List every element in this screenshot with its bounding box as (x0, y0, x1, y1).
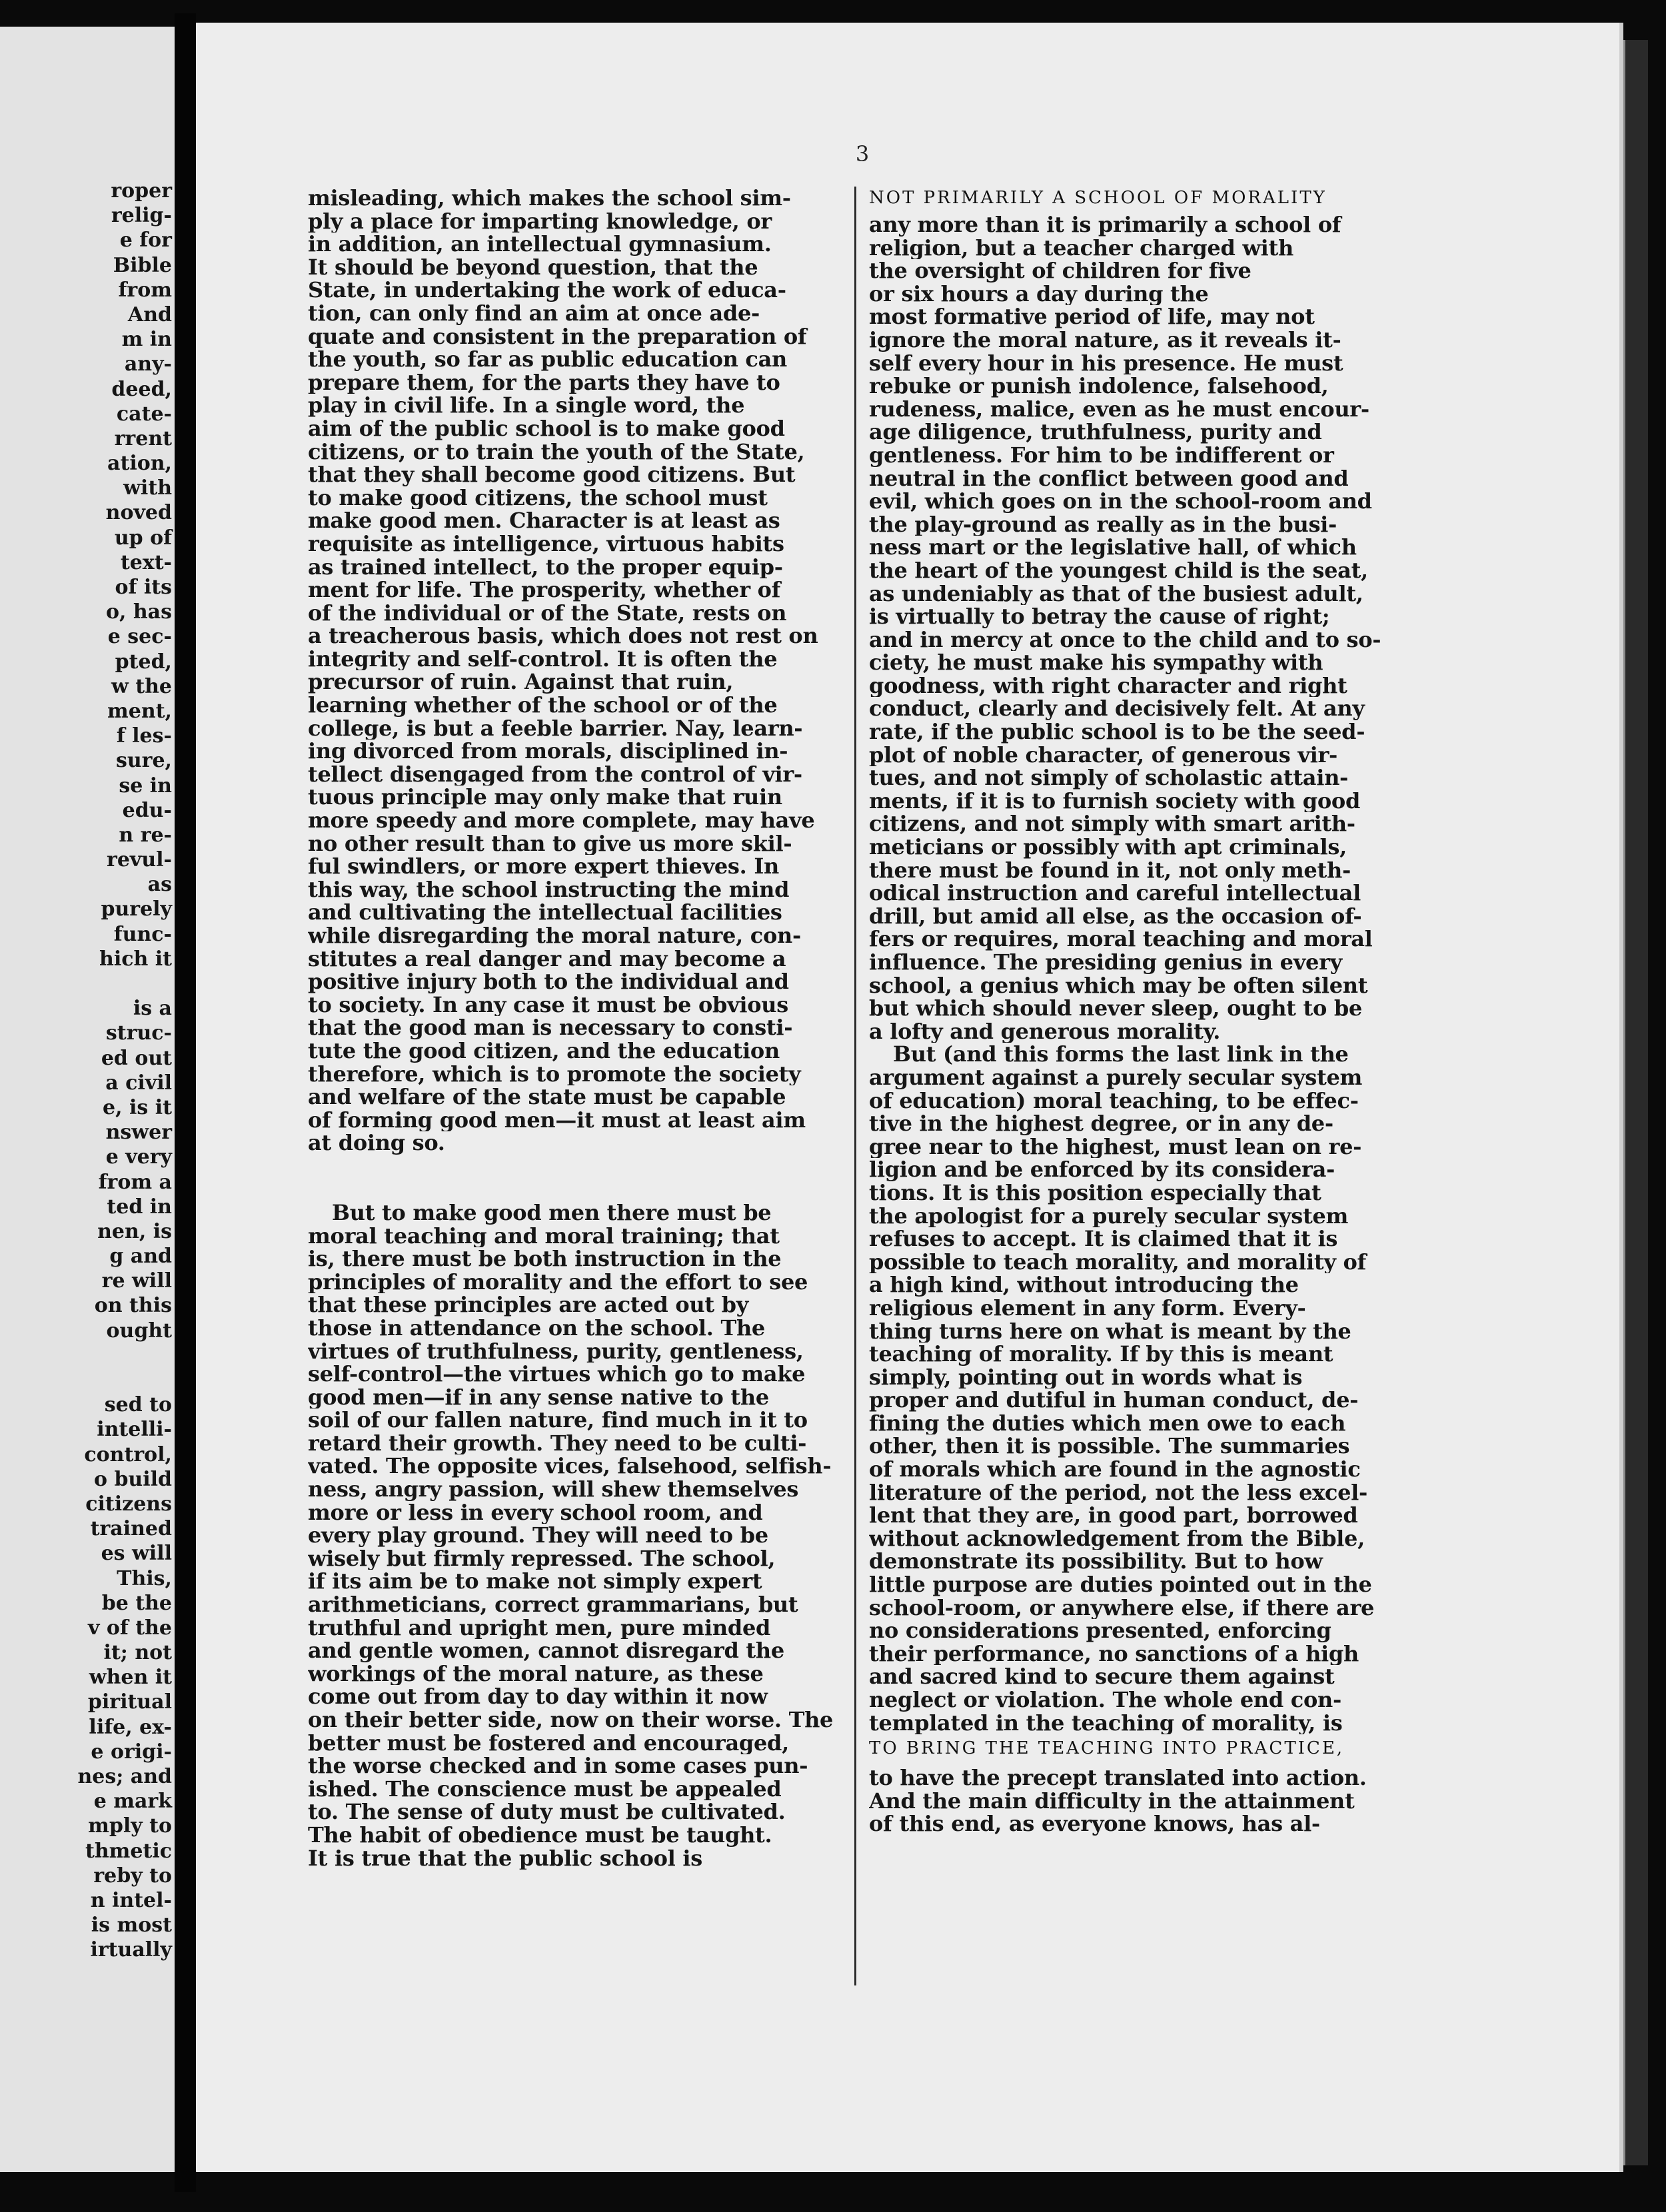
facing-page-line-fragment: intelli- (97, 1418, 172, 1442)
facing-page-line-fragment: And (127, 302, 172, 326)
text-line: to society. In any case it must be obvious (308, 993, 788, 1017)
text-line: wisely but firmly repressed. The school, (308, 1546, 776, 1570)
text-line: arithmeticians, correct grammarians, but (308, 1593, 798, 1616)
text-line: no considerations presented, enforcing (869, 1619, 1331, 1642)
text-line: soil of our fallen nature, find much in it to (308, 1408, 808, 1432)
facing-page-line-fragment: g and (109, 1245, 172, 1269)
text-line: ciety, he must make his sympathy with (869, 651, 1323, 674)
facing-page-line-fragment: nes; and (77, 1765, 172, 1788)
text-line: a lofty and generous morality. (869, 1019, 1221, 1043)
facing-page-line-fragment: e very (105, 1145, 172, 1169)
text-line: citizens, and not simply with smart arith- (869, 812, 1355, 836)
text-line: at doing so. (308, 1131, 445, 1155)
text-line: prepare them, for the parts they have to (308, 370, 780, 394)
text-line: teaching of morality. If by this is meant (869, 1343, 1333, 1366)
text-line: It should be beyond question, that the (308, 255, 758, 279)
facing-page-line-fragment: trained (90, 1517, 172, 1541)
facing-page-line-fragment: ted in (107, 1195, 172, 1219)
text-line: learning whether of the school or of the (308, 694, 778, 717)
facing-page-line-fragment: is most (91, 1914, 172, 1937)
text-line: little purpose are duties pointed out in the (869, 1573, 1372, 1596)
facing-page-line-fragment: v of the (88, 1616, 172, 1640)
text-line: the worse checked and in some cases pun- (308, 1754, 808, 1778)
text-line: meticians or possibly with apt criminals, (869, 835, 1347, 859)
facing-page-line-fragment: ed out (101, 1046, 172, 1070)
text-line: in addition, an intellectual gymnasium. (308, 233, 772, 256)
right-paragraph-3 (869, 1766, 1415, 1836)
text-line: possible to teach morality, and morality of (869, 1250, 1367, 1274)
text-line: integrity and self-control. It is often the (308, 647, 778, 671)
text-line: demonstrate its possibility. But to how (869, 1550, 1323, 1574)
facing-page-line-fragment: struc- (105, 1021, 172, 1045)
text-line: argument against a purely secular system (869, 1065, 1363, 1089)
facing-page-line-fragment: ought (106, 1319, 172, 1343)
facing-page-line-fragment: w the (111, 674, 172, 698)
text-line: that the good man is necessary to consti- (308, 1016, 793, 1039)
facing-page-line-fragment: pted, (115, 650, 172, 674)
facing-page-line-fragment: when it (89, 1666, 172, 1690)
facing-page-line-fragment: Bible (113, 253, 172, 277)
text-line: tellect disengaged from the control of vir- (308, 762, 802, 786)
text-line: citizens, or to train the youth of the State, (308, 440, 805, 464)
text-line: or six hours a day during the (869, 282, 1209, 306)
facing-page-line-fragment: sed to (104, 1393, 172, 1417)
facing-page-line-fragment: e sec- (107, 625, 172, 649)
text-line: of morals which are found in the agnostic (869, 1458, 1361, 1481)
text-line: and in mercy at once to the child and to so- (869, 628, 1381, 652)
text-line: gentleness. For him to be indifferent or (869, 443, 1334, 467)
facing-page-line-fragment: up of (114, 526, 172, 550)
text-line: State, in undertaking the work of educa- (308, 278, 786, 302)
text-line: ply a place for imparting knowledge, or (308, 209, 772, 233)
text-line: and gentle women, cannot disregard the (308, 1639, 784, 1662)
facing-page-line-fragment: f les- (116, 724, 172, 748)
text-line: and welfare of the state must be capable (308, 1085, 786, 1109)
facing-page-line-fragment (0, 1343, 172, 1368)
text-line: as trained intellect, to the proper equip- (308, 555, 783, 579)
text-line: influence. The presiding genius in every (869, 951, 1342, 974)
text-line: to. The sense of duty must be cultivated. (308, 1800, 786, 1824)
facing-page-line-fragment: ment, (107, 699, 172, 723)
text-line: a treacherous basis, which does not rest on (308, 624, 818, 648)
text-line: the oversight of children for five (869, 259, 1251, 282)
text-line: principles of morality and the effort to see (308, 1270, 808, 1294)
facing-page-line-fragment: from (118, 278, 172, 302)
text-line: self-control—the virtues which go to make (308, 1363, 806, 1386)
text-line: proper and dutiful in human conduct, de- (869, 1388, 1359, 1412)
text-line: ment for life. The prosperity, whether of (308, 578, 781, 602)
paragraph-gap (308, 1155, 841, 1201)
text-line: ing divorced from morals, disciplined in- (308, 740, 788, 763)
facing-page-line-fragment: it; not (103, 1641, 172, 1665)
facing-page-line-fragment: of its (115, 576, 172, 599)
text-line: if its aim be to make not simply expert (308, 1570, 762, 1594)
text-line: those in attendance on the school. The (308, 1316, 765, 1340)
facing-page-line-fragment: on this (94, 1294, 172, 1318)
facing-page-line-fragment: roper (111, 179, 172, 203)
text-line: is, there must be both instruction in the (308, 1247, 782, 1271)
facing-page-line-fragment: nswer (105, 1121, 172, 1145)
facing-page-line-fragment: noved (105, 501, 172, 525)
facing-page-line-fragment: sure, (115, 749, 172, 773)
facing-page-line-fragment: be the (101, 1591, 172, 1615)
facing-page-line-fragment: is a (133, 997, 172, 1021)
text-line: make good men. Character is at least as (308, 509, 780, 532)
text-line: that these principles are acted out by (308, 1293, 749, 1317)
text-line: moral teaching and moral training; that (308, 1224, 780, 1248)
text-line: religious element in any form. Every- (869, 1296, 1306, 1320)
facing-page-line-fragment: n re- (119, 823, 172, 847)
text-line: self every hour in his presence. He must (869, 351, 1343, 375)
text-line: this way, the school instructing the mind (308, 877, 790, 901)
column-rule (854, 187, 856, 1985)
facing-page-line-fragment: reby to (93, 1864, 172, 1888)
facing-page-line-fragment: relig- (111, 204, 172, 228)
text-line: truthful and upright men, pure minded (308, 1616, 771, 1640)
text-line: And the main difficulty in the attainment (869, 1789, 1355, 1813)
text-line: odical instruction and careful intellectual (869, 881, 1361, 905)
text-line: ful swindlers, or more expert thieves. In (308, 855, 779, 878)
facing-page-line-fragment: e origi- (91, 1740, 172, 1764)
text-line: stitutes a real danger and may become a (308, 947, 786, 971)
text-line: more speedy and more complete, may have (308, 809, 815, 832)
text-line: while disregarding the moral nature, con- (308, 924, 801, 947)
facing-page-line-fragment: m in (121, 328, 172, 352)
text-line: other, then it is possible. The summaries (869, 1434, 1350, 1458)
text-line: to make good citizens, the school must (308, 486, 768, 510)
facing-page-line-fragment: e, is it (103, 1095, 172, 1119)
text-line: their performance, no sanctions of a high (869, 1642, 1359, 1666)
text-line: simply, pointing out in words what is (869, 1365, 1303, 1389)
text-line: goodness, with right character and right (869, 674, 1347, 698)
facing-page-left (0, 27, 175, 2172)
text-line: drill, but amid all else, as the occasion of- (869, 904, 1362, 928)
facing-page-line-fragment: cate- (116, 402, 172, 426)
text-line: any more than it is primarily a school of (869, 213, 1341, 237)
text-line: vated. The opposite vices, falsehood, selfish- (308, 1454, 832, 1478)
page-edge (1623, 40, 1648, 2165)
text-line: tive in the highest degree, or in any de- (869, 1112, 1333, 1135)
facing-page-line-fragment: thmetic (85, 1839, 172, 1863)
run-in-heading: TO BRING THE TEACHING INTO PRACTICE, (869, 1738, 1345, 1759)
text-line: on their better side, now on their worse. The (308, 1708, 834, 1732)
text-line: ness mart or the legislative hall, of which (869, 536, 1357, 559)
left-text-column (308, 187, 841, 1870)
facing-page-line-fragment: o build (93, 1467, 172, 1491)
text-line: better must be fostered and encouraged, (308, 1731, 789, 1755)
text-line: and sacred kind to secure them against (869, 1665, 1335, 1688)
text-line: age diligence, truthfulness, purity and (869, 420, 1322, 444)
facing-page-line-fragment: purely (101, 897, 172, 921)
text-line: lent that they are, in good part, borrowed (869, 1504, 1358, 1527)
text-line: misleading, which makes the school sim- (308, 187, 791, 210)
facing-page-line-fragment: revul- (107, 848, 172, 872)
text-line: refuses to accept. It is claimed that it is (869, 1227, 1338, 1251)
facing-page-line-fragment: nen, is (97, 1219, 172, 1243)
book-gutter (175, 13, 196, 2192)
facing-page-line-fragment: n intel- (90, 1888, 172, 1912)
text-line: But to make good men there must be (332, 1201, 772, 1225)
section-heading: NOT PRIMARILY A SCHOOL OF MORALITY (869, 188, 1327, 208)
text-line: precursor of ruin. Against that ruin, (308, 670, 734, 694)
text-line: of forming good men—it must at least aim (308, 1108, 806, 1132)
text-line: there must be found in it, not only meth- (869, 858, 1351, 882)
text-line: tions. It is this position especially that (869, 1181, 1321, 1205)
text-line: no other result than to give us more skil- (308, 831, 792, 855)
text-line: the youth, so far as public education can (308, 348, 788, 371)
text-line: templated in the teaching of morality, is (869, 1711, 1343, 1735)
text-line: gree near to the highest, must lean on re- (869, 1135, 1362, 1159)
facing-page-line-fragment: func- (113, 922, 172, 946)
text-line: the apologist for a purely secular system (869, 1204, 1349, 1228)
text-line: tion, can only find an aim at once ade- (308, 301, 760, 325)
text-line: school-room, or anywhere else, if there are (869, 1596, 1375, 1620)
text-line: neutral in the conflict between good and (869, 466, 1349, 490)
text-line: rate, if the public school is to be the seed- (869, 720, 1365, 744)
facing-page-line-fragment: ation, (107, 452, 172, 476)
text-line: virtues of truthfulness, purity, gentleness, (308, 1339, 804, 1363)
text-line: ished. The conscience must be appealed (308, 1777, 782, 1801)
text-line: of education) moral teaching, to be effec- (869, 1089, 1359, 1113)
facing-page-line-fragment: re will (101, 1269, 172, 1293)
text-line: play in civil life. In a single word, the (308, 394, 745, 417)
facing-page-line-fragment: text- (120, 550, 172, 574)
text-line: But (and this forms the last link in the (893, 1043, 1349, 1066)
text-line: good men—if in any sense native to the (308, 1385, 769, 1409)
text-line: that they shall become good citizens. But (308, 463, 796, 486)
facing-page-line-fragment: from a (98, 1170, 172, 1194)
text-line: conduct, clearly and decisively felt. At any (869, 697, 1365, 721)
text-line: to have the precept translated into action. (869, 1766, 1367, 1790)
left-paragraph-1 (308, 187, 841, 1155)
facing-page-line-fragment: any- (124, 352, 172, 376)
text-line: come out from day to day within it now (308, 1685, 768, 1708)
facing-page-line-fragment: as (147, 873, 172, 897)
facing-page-line-fragment: with (123, 476, 172, 500)
facing-page-line-fragment: rrent (114, 426, 172, 450)
text-line: rudeness, malice, even as he must encour- (869, 397, 1369, 421)
text-line: as undeniably as that of the busiest adult, (869, 582, 1363, 606)
text-line: the play-ground as really as in the busi- (869, 512, 1337, 536)
text-line: tuous principle may only make that ruin (308, 786, 782, 810)
text-line: school, a genius which may be often silent (869, 973, 1368, 997)
text-line: ness, angry passion, will shew themselves (308, 1478, 799, 1501)
text-line: fining the duties which men owe to each (869, 1411, 1346, 1435)
text-line: ligion and be enforced by its considera- (869, 1158, 1335, 1181)
text-line: tues, and not simply of scholastic attain- (869, 766, 1349, 790)
text-line: requisite as intelligence, virtuous habits (308, 532, 784, 556)
right-paragraph-2 (869, 1043, 1415, 1734)
facing-page-text-fragments (0, 179, 172, 1963)
facing-page-line-fragment: citizens (85, 1492, 172, 1516)
text-line: fers or requires, moral teaching and moral (869, 927, 1373, 951)
text-line: every play ground. They will need to be (308, 1524, 768, 1547)
facing-page-line-fragment: control, (84, 1442, 172, 1466)
text-line: aim of the public school is to make good (308, 416, 785, 440)
facing-page-line-fragment: e mark (93, 1790, 172, 1814)
text-line: The habit of obedience must be taught. (308, 1823, 772, 1847)
facing-page-line-fragment: mply to (88, 1814, 172, 1838)
text-line: is virtually to betray the cause of right; (869, 605, 1330, 628)
facing-page-line-fragment (0, 971, 172, 996)
facing-page-line-fragment: se in (119, 774, 172, 798)
text-line: ignore the moral nature, as it reveals it- (869, 328, 1341, 352)
facing-page-line-fragment: e for (119, 229, 172, 253)
text-line: of the individual or of the State, rests on (308, 601, 787, 625)
facing-page-line-fragment: piritual (87, 1690, 172, 1714)
text-line: therefore, which is to promote the society (308, 1062, 801, 1086)
text-line: positive injury both to the individual and (308, 970, 789, 993)
text-line: quate and consistent in the preparation of (308, 324, 807, 348)
text-line: ments, if it is to furnish society with good (869, 789, 1361, 813)
facing-page-line-fragment: edu- (122, 798, 172, 822)
text-line: rebuke or punish indolence, falsehood, (869, 374, 1329, 398)
text-line: and cultivating the intellectual facilities (308, 901, 782, 924)
facing-page-line-fragment: o, has (105, 600, 172, 624)
text-line: of this end, as everyone knows, has al- (869, 1812, 1320, 1836)
facing-page-line-fragment: es will (101, 1542, 172, 1566)
facing-page-line-fragment: irtually (90, 1938, 172, 1962)
text-line: thing turns here on what is meant by the (869, 1319, 1351, 1343)
text-line: It is true that the public school is (308, 1846, 702, 1870)
text-line: literature of the period, not the less excel- (869, 1480, 1367, 1504)
facing-page-line-fragment: hich it (99, 947, 172, 971)
text-line: college, is but a feeble barrier. Nay, learn- (308, 716, 803, 740)
facing-page-line-fragment (0, 1368, 172, 1392)
facing-page-line-fragment: a civil (105, 1071, 172, 1095)
facing-page-line-fragment: This, (117, 1566, 172, 1590)
facing-page-line-fragment: deed, (111, 377, 172, 401)
text-line: tute the good citizen, and the education (308, 1039, 780, 1063)
text-line: but which should never sleep, ought to be (869, 997, 1362, 1020)
right-text-column (869, 187, 1415, 1836)
text-line: most formative period of life, may not (869, 305, 1315, 328)
text-line: a high kind, without introducing the (869, 1273, 1299, 1297)
text-line: religion, but a teacher charged with (869, 236, 1293, 260)
text-line: plot of noble character, of generous vir- (869, 743, 1338, 767)
page-number: 3 (855, 141, 870, 167)
text-line: neglect or violation. The whole end con- (869, 1688, 1341, 1712)
text-line: evil, which goes on in the school-room and (869, 490, 1372, 513)
text-line: workings of the moral nature, as these (308, 1662, 764, 1686)
text-line: without acknowledgement from the Bible, (869, 1526, 1365, 1550)
right-paragraph-1 (869, 213, 1415, 1043)
text-line: retard their growth. They need to be culti- (308, 1431, 807, 1455)
text-line: the heart of the youngest child is the seat, (869, 558, 1368, 582)
facing-page-line-fragment: life, ex- (89, 1715, 172, 1739)
left-paragraph-2 (308, 1201, 841, 1870)
text-line: more or less in every school room, and (308, 1500, 763, 1524)
